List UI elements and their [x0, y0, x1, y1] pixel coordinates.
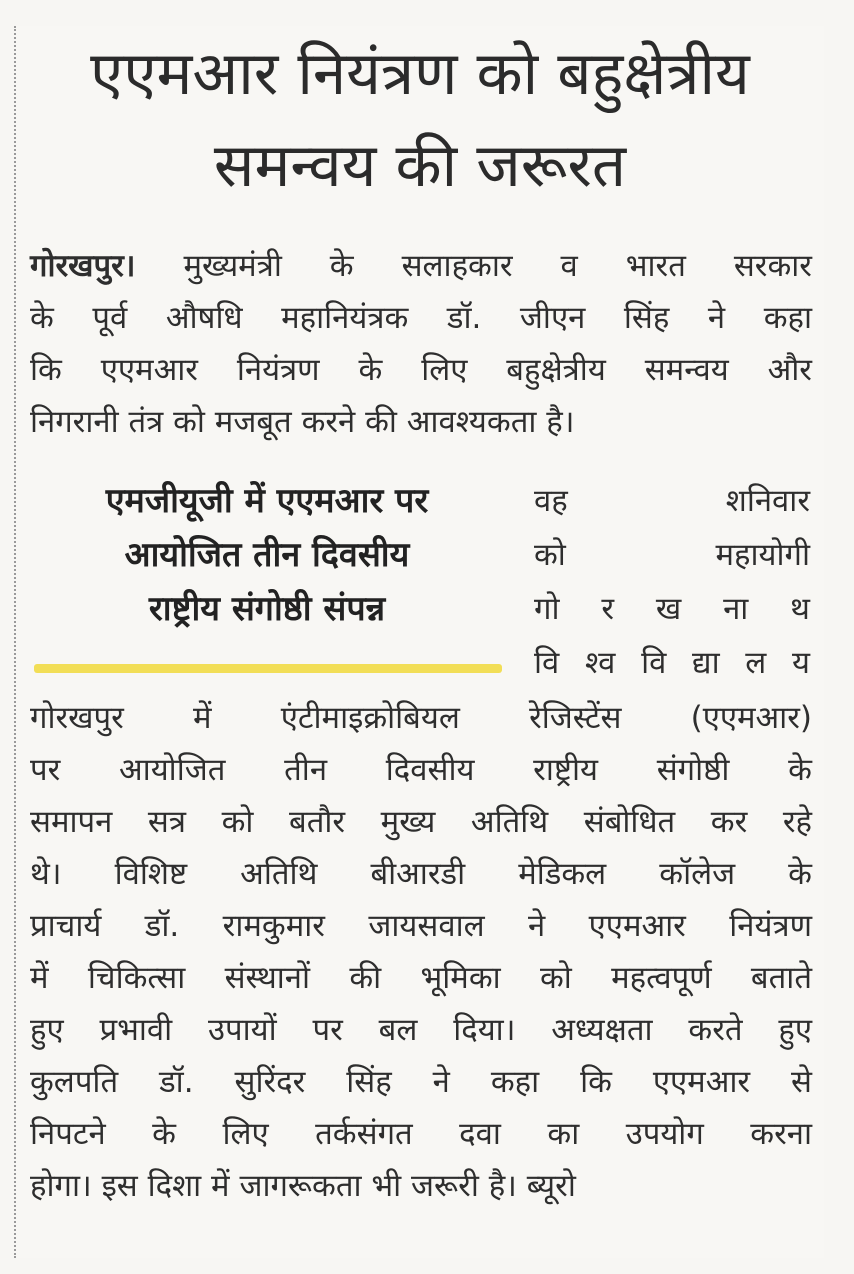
lead-line-1: मुख्यमंत्री के सलाहकार व भारत सरकार	[135, 248, 812, 284]
dateline: गोरखपुर।	[30, 248, 136, 284]
subheadline-line-3: राष्ट्रीय संगोष्ठी संपन्न	[148, 589, 386, 629]
body-line-8: कुलपति डॉ. सुरिंदर सिंह ने कहा कि एएमआर से	[30, 1064, 812, 1100]
body-line-5: प्राचार्य डॉ. रामकुमार जायसवाल ने एएमआर नियंत्रण	[30, 908, 812, 944]
body-line-9: निपटने के लिए तर्कसंगत दवा का उपयोग करना	[30, 1116, 812, 1152]
subheadline-line-2: आयोजित तीन दिवसीय	[124, 535, 410, 575]
side-line-3: गो र ख ना थ	[534, 591, 810, 627]
subheadline-line-1: एमजीयूजी में एएमआर पर	[105, 481, 429, 521]
body-line-4: थे। विशिष्ट अतिथि बीआरडी मेडिकल कॉलेज के	[30, 856, 812, 892]
body-line-10: होगा। इस दिशा में जागरूकता भी जरूरी है। ब्यूरो	[30, 1168, 576, 1204]
side-line-4: वि श्व वि द्या ल य	[534, 645, 810, 681]
lead-paragraph	[30, 240, 812, 448]
lead-line-4: निगरानी तंत्र को मजबूत करने की आवश्यकता है।	[30, 404, 575, 440]
body-line-3: समापन सत्र को बतौर मुख्य अतिथि संबोधित कर रहे	[30, 804, 812, 840]
body-paragraph	[30, 692, 812, 1212]
side-column-text	[534, 474, 810, 690]
side-line-1: वह शनिवार	[534, 483, 810, 519]
headline-line-1: एएमआर नियंत्रण को बहुक्षेत्रीय	[90, 39, 750, 109]
lead-line-3: कि एएमआर नियंत्रण के लिए बहुक्षेत्रीय समन्वय और	[30, 352, 812, 388]
subheadline	[30, 474, 504, 636]
lead-line-2: के पूर्व औषधि महानियंत्रक डॉ. जीएन सिंह ने कहा	[30, 300, 812, 336]
body-line-7: हुए प्रभावी उपायों पर बल दिया। अध्यक्षता करते हुए	[30, 1012, 812, 1048]
body-line-6: में चिकित्सा संस्थानों की भूमिका को महत्वपूर्ण बताते	[30, 960, 812, 996]
headline-line-2: समन्वय की जरूरत	[213, 131, 627, 201]
side-line-2: को महायोगी	[534, 537, 810, 573]
body-line-1: गोरखपुर में एंटीमाइक्रोबियल रेजिस्टेंस (एएमआर)	[30, 700, 812, 736]
body-line-2: पर आयोजित तीन दिवसीय राष्ट्रीय संगोष्ठी के	[30, 752, 812, 788]
headline	[30, 28, 810, 212]
highlight-underline	[34, 664, 502, 673]
